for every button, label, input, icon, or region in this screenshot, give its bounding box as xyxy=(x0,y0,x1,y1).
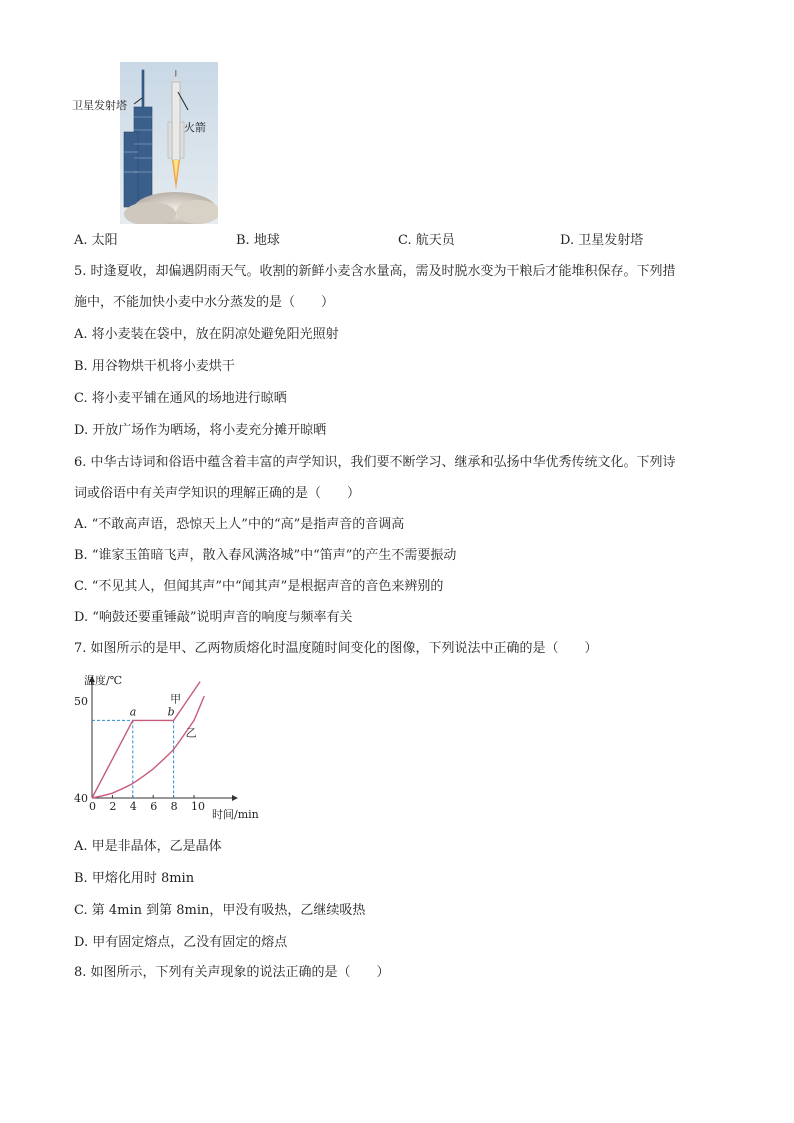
x-tick-label: 0 xyxy=(89,800,96,813)
series-jia-line xyxy=(92,682,200,798)
point-label-b: b xyxy=(167,705,175,719)
q4-option-d[interactable]: D. 卫星发射塔 xyxy=(560,233,644,248)
q4-option-b[interactable]: B. 地球 xyxy=(236,233,280,248)
x-tick-label: 10 xyxy=(191,800,205,813)
q5-option-c[interactable]: C. 将小麦平铺在通风的场地进行晾晒 xyxy=(74,391,287,406)
x-axis-arrow xyxy=(232,795,238,801)
x-tick-label: 6 xyxy=(150,800,158,813)
q5-option-b[interactable]: B. 用谷物烘干机将小麦烘干 xyxy=(74,359,235,374)
photo-pointer-lines xyxy=(120,62,218,224)
x-tick-label: 4 xyxy=(129,800,137,813)
x-tick-label: 2 xyxy=(109,800,117,813)
q4-option-a[interactable]: A. 太阳 xyxy=(74,233,118,248)
q7-option-c[interactable]: C. 第 4min 到第 8min，甲没有吸热，乙继续吸热 xyxy=(74,903,366,918)
q6-option-d[interactable]: D. “响鼓还要重锤敲”说明声音的响度与频率有关 xyxy=(74,610,353,625)
y-tick-label: 40 xyxy=(74,792,88,805)
series-label-jia: 甲 xyxy=(170,692,182,706)
point-label-a: a xyxy=(129,705,137,719)
q6-stem-line1: 6. 中华古诗词和俗语中蕴含着丰富的声学知识，我们要不断学习、继承和弘扬中华优秀传统文化。下列诗 xyxy=(74,455,676,470)
x-tick-label: 8 xyxy=(170,800,178,813)
q5-stem-line1: 5. 时逢夏收，却偏遇阴雨天气。收割的新鲜小麦含水量高，需及时脱水变为干粮后才能堆积保存。下列措 xyxy=(74,264,676,279)
y-axis-label: 温度/℃ xyxy=(84,674,123,687)
q7-option-d[interactable]: D. 甲有固定熔点，乙没有固定的熔点 xyxy=(74,935,288,950)
q5-stem-line2: 施中，不能加快小麦中水分蒸发的是（ ） xyxy=(74,295,335,310)
q5-option-d[interactable]: D. 开放广场作为晒场，将小麦充分摊开晾晒 xyxy=(74,423,327,438)
q4-option-c[interactable]: C. 航天员 xyxy=(398,233,455,248)
series-yi-line xyxy=(92,696,204,798)
x-axis-label: 时间/min xyxy=(212,808,259,821)
q6-option-b[interactable]: B. “谁家玉笛暗飞声，散入春风满洛城”中“笛声”的产生不需要振动 xyxy=(74,548,457,563)
q6-option-a[interactable]: A. “不敢高声语，恐惊天上人”中的“高”是指声音的音调高 xyxy=(74,517,405,532)
q6-option-c[interactable]: C. “不见其人，但闻其声”中“闻其声”是根据声音的音色来辨别的 xyxy=(74,579,444,594)
melting-temperature-graph xyxy=(60,668,280,828)
series-label-yi: 乙 xyxy=(185,726,197,740)
q7-option-a[interactable]: A. 甲是非晶体，乙是晶体 xyxy=(74,839,222,854)
q7-option-b[interactable]: B. 甲熔化用时 8min xyxy=(74,871,195,886)
q7-stem: 7. 如图所示的是甲、乙两物质熔化时温度随时间变化的图像，下列说法中正确的是（ ） xyxy=(74,641,598,656)
q5-option-a[interactable]: A. 将小麦装在袋中，放在阴凉处避免阳光照射 xyxy=(74,327,339,342)
rocket-label: 火箭 xyxy=(184,121,206,134)
y-tick-label: 50 xyxy=(74,695,88,708)
q8-stem: 8. 如图所示，下列有关声现象的说法正确的是（ ） xyxy=(74,965,390,980)
q6-stem-line2: 词或俗语中有关声学知识的理解正确的是（ ） xyxy=(74,486,361,501)
tower-label: 卫星发射塔 xyxy=(72,99,127,112)
